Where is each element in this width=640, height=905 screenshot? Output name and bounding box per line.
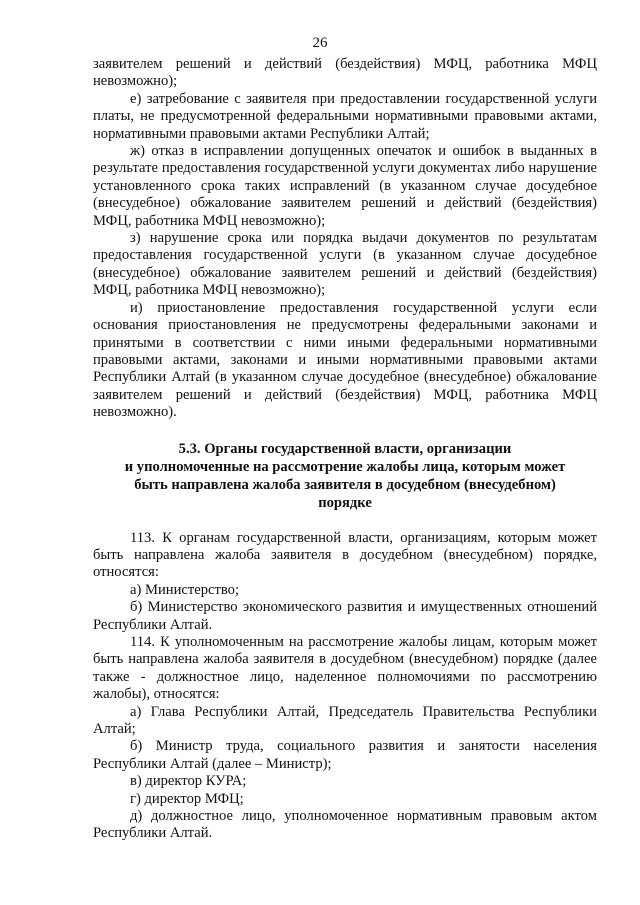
document-body (93, 56, 597, 843)
paragraph-113-a: а) Министерство; (130, 581, 240, 598)
page-number: 26 (312, 35, 328, 51)
section-heading-line: и уполномоченные на рассмотрение жалобы лица, которым может (124, 458, 566, 475)
paragraph-continuation: заявителем решений и действий (бездействия) МФЦ, работника МФЦ невозможно); (93, 56, 597, 90)
paragraph-114-v: в) директор КУРА; (130, 773, 247, 790)
paragraph-item-i: и) приостановление предоставления государственной услуги если основания приостановления не предусмотрены федеральными законами и принятыми в соответствии с ними иными федеральными нормативными правовыми актами, законами и иными нормативными правовыми актами Республики Алтай (в указанном случае досудебное (внесудебное) обжалование заявителем решений и действий (бездействия) МФЦ, работника МФЦ невозможно). (93, 299, 597, 421)
section-heading-line: 5.3. Органы государственной власти, организации (178, 440, 512, 457)
paragraph-114-g: г) директор МФЦ; (130, 790, 244, 807)
paragraph-113: 113. К органам государственной власти, организациям, которым может быть направлена жалоба заявителя в досудебном (внесудебном) порядке, относятся: (93, 529, 597, 581)
paragraph-114: 114. К уполномоченным на рассмотрение жалобы лицам, которым может быть направлена жалоба заявителя в досудебном (внесудебном) порядке (далее также - должностное лицо, наделенное полномочиями по рассмотрению жалобы), относятся: (93, 633, 597, 703)
paragraph-item-z: з) нарушение срока или порядка выдачи документов по результатам предоставления государственной услуги (в указанном случае досудебное (внесудебное) обжалование заявителем решений и действий (бездействия) МФЦ, работника МФЦ невозможно); (93, 230, 597, 299)
paragraph-114-b: б) Министр труда, социального развития и занятости населения Республики Алтай (далее – Министр); (93, 738, 597, 772)
paragraph-item-e: е) затребование с заявителя при предоставлении государственной услуги платы, не предусмотренной федеральными нормативными правовыми актами, нормативными правовыми актами Республики Алтай; (93, 90, 597, 142)
section-heading-line: порядке (318, 494, 372, 511)
section-heading-line: быть направлена жалоба заявителя в досудебном (внесудебном) (134, 476, 556, 493)
paragraph-113-b: б) Министерство экономического развития и имущественных отношений Республики Алтай. (93, 599, 597, 633)
paragraph-item-zh: ж) отказ в исправлении допущенных опечаток и ошибок в выданных в результате предоставления государственной услуги документах либо нарушение установленного срока таких исправлений (в указанном случае досудебное (внесудебное) обжалование заявителем решений и действий (бездействия) МФЦ, работника МФЦ невозможно); (93, 143, 597, 229)
paragraph-114-a: а) Глава Республики Алтай, Председатель Правительства Республики Алтай; (93, 703, 597, 737)
section-heading (93, 440, 597, 512)
paragraph-114-d: д) должностное лицо, уполномоченное нормативным правовым актом Республики Алтай. (93, 808, 597, 842)
